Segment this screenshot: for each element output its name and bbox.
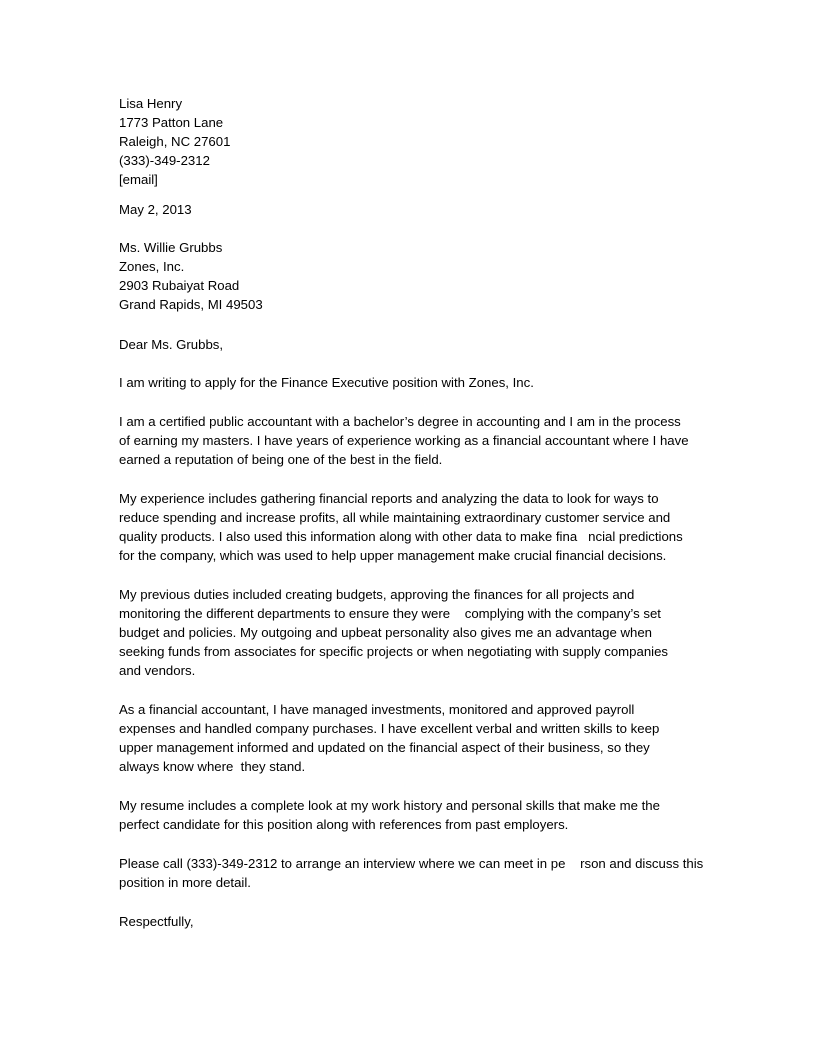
recipient-address <box>119 238 719 314</box>
paragraph-line: upper management informed and updated on the financial aspect of their business, so they <box>119 740 650 755</box>
body-paragraph <box>119 373 719 392</box>
body-paragraph <box>119 585 719 680</box>
recipient-city-state-zip: Grand Rapids, MI 49503 <box>119 297 263 312</box>
paragraph-line: My resume includes a complete look at my work history and personal skills that make me the <box>119 798 660 813</box>
body-paragraph <box>119 854 719 892</box>
paragraph-line: seeking funds from associates for specific projects or when negotiating with supply companies <box>119 644 669 659</box>
paragraph-line: I am a certified public accountant with a bachelor’s degree in accounting and I am in the process <box>119 414 681 429</box>
body-paragraph <box>119 700 719 776</box>
paragraph-line: and vendors. <box>119 663 196 678</box>
recipient-name: Ms. Willie Grubbs <box>119 240 223 255</box>
paragraph-line: of earning my masters. I have years of experience working as a financial accountant where I have <box>119 433 689 448</box>
recipient-company: Zones, Inc. <box>119 259 185 274</box>
salutation: Dear Ms. Grubbs, <box>119 337 224 352</box>
paragraph-line: expenses and handled company purchases. I have excellent verbal and written skills to keep <box>119 721 660 736</box>
paragraph-line: earned a reputation of being one of the best in the field. <box>119 452 443 467</box>
paragraph-line: As a financial accountant, I have managed investments, monitored and approved payroll <box>119 702 635 717</box>
paragraph-line: perfect candidate for this position along with references from past employers. <box>119 817 569 832</box>
body-paragraph <box>119 796 719 834</box>
paragraph-line: My experience includes gathering financial reports and analyzing the data to look for ways to <box>119 491 659 506</box>
letter-date: May 2, 2013 <box>119 202 192 217</box>
closing-block <box>119 912 719 931</box>
body-paragraph <box>119 412 719 469</box>
sender-street: 1773 Patton Lane <box>119 115 224 130</box>
salutation-block <box>119 335 719 354</box>
sender-name: Lisa Henry <box>119 96 183 111</box>
paragraph-line: monitoring the different departments to ensure they were complying with the company’s set <box>119 606 661 621</box>
paragraph-line: reduce spending and increase profits, all while maintaining extraordinary customer service and <box>119 510 671 525</box>
sender-address <box>119 94 719 189</box>
paragraph-line: position in more detail. <box>119 875 251 890</box>
paragraph-line: quality products. I also used this information along with other data to make fina ncial predictions <box>119 529 683 544</box>
sender-phone: (333)-349-2312 <box>119 153 210 168</box>
paragraph-line: for the company, which was used to help upper management make crucial financial decisions. <box>119 548 667 563</box>
closing: Respectfully, <box>119 914 194 929</box>
paragraph-line: always know where they stand. <box>119 759 306 774</box>
sender-city-state-zip: Raleigh, NC 27601 <box>119 134 231 149</box>
paragraph-line: I am writing to apply for the Finance Executive position with Zones, Inc. <box>119 375 534 390</box>
body-paragraph <box>119 489 719 565</box>
paragraph-line: My previous duties included creating budgets, approving the finances for all projects and <box>119 587 635 602</box>
sender-email: [email] <box>119 172 158 187</box>
paragraph-line: Please call (333)-349-2312 to arrange an interview where we can meet in pe rson and discuss this <box>119 856 704 871</box>
recipient-street: 2903 Rubaiyat Road <box>119 278 240 293</box>
letter-date-block <box>119 200 719 219</box>
paragraph-line: budget and policies. My outgoing and upbeat personality also gives me an advantage when <box>119 625 652 640</box>
